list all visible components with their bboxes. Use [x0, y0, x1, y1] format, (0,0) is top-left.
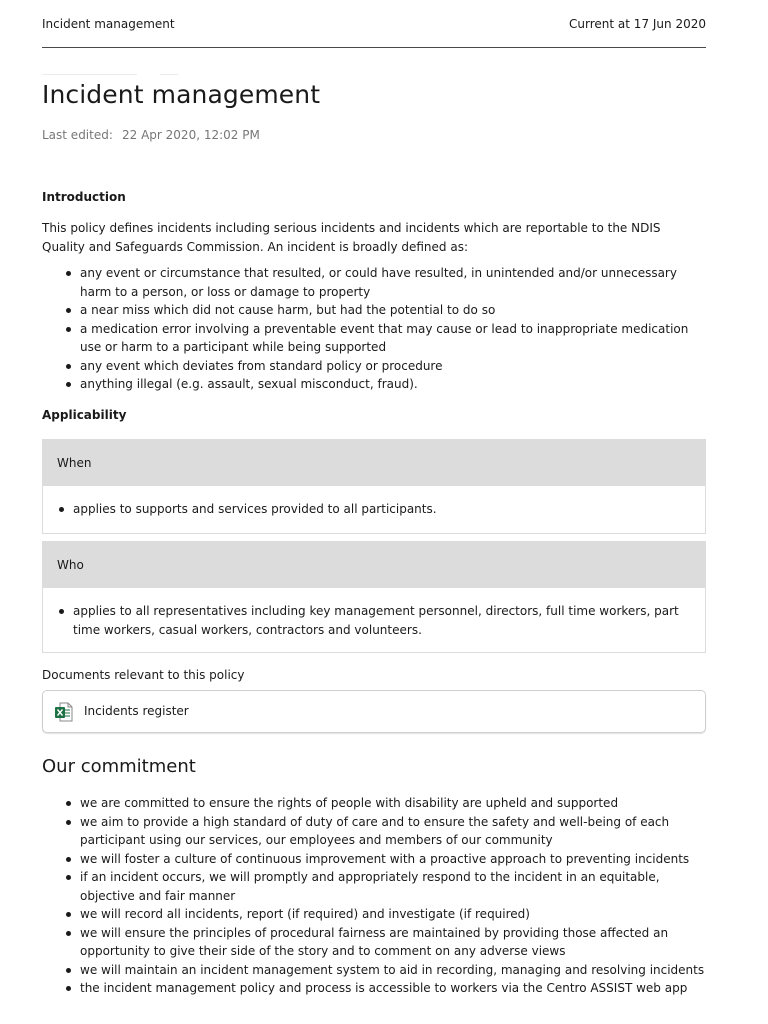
excel-file-icon — [54, 702, 74, 722]
applicability-when-list — [43, 486, 705, 533]
list-item: we will maintain an incident management system to aid in recording, managing and resolving incidents — [80, 961, 706, 980]
list-item: we will ensure the principles of procedural fairness are maintained by providing those affected an opportunity to give their side of the story and to comment on any adverse views — [80, 924, 706, 961]
list-item: a near miss which did not cause harm, but had the potential to do so — [80, 301, 706, 320]
document-link-incidents-register[interactable] — [42, 690, 706, 733]
list-item: we will foster a culture of continuous improvement with a proactive approach to preventing incidents — [80, 850, 706, 869]
list-item: any event or circumstance that resulted, or could have resulted, in unintended and/or unnecessary harm to a person, or loss or damage to property — [80, 264, 706, 301]
introduction-paragraph: This policy defines incidents including serious incidents and incidents which are reportable to the NDIS Quality and Safeguards Commission. An incident is broadly defined as: — [42, 221, 661, 254]
commitment-list — [42, 794, 706, 998]
commitment-heading: Our commitment — [42, 756, 196, 777]
applicability-who-list — [43, 588, 705, 653]
page-title: Incident management — [42, 80, 321, 109]
applicability-when-box — [42, 439, 706, 534]
list-item: if an incident occurs, we will promptly and appropriately respond to the incident in an equitable, objective and fair manner — [80, 868, 706, 905]
list-item: applies to supports and services provided to all participants. — [73, 500, 691, 519]
list-item: the incident management policy and process is accessible to workers via the Centro ASSIST web app — [80, 979, 706, 998]
incident-definition-list — [42, 264, 706, 394]
decorative-rule — [160, 74, 178, 75]
list-item: we aim to provide a high standard of duty of care and to ensure the safety and well-being of each participant using our services, our employees and members of our community — [80, 813, 706, 850]
introduction-heading: Introduction — [42, 190, 126, 204]
list-item: we are committed to ensure the rights of people with disability are upheld and supported — [80, 794, 706, 813]
applicability-when-label: When — [43, 440, 705, 486]
last-edited-label: Last edited: — [42, 128, 113, 142]
applicability-heading: Applicability — [42, 408, 127, 422]
applicability-who-label: Who — [43, 542, 705, 588]
last-edited-value: 22 Apr 2020, 12:02 PM — [122, 128, 260, 142]
header-document-title: Incident management — [42, 17, 175, 31]
list-item: a medication error involving a preventable event that may cause or lead to inappropriate medication use or harm to a participant while being supported — [80, 320, 706, 357]
list-item: any event which deviates from standard policy or procedure — [80, 357, 706, 376]
last-edited — [42, 128, 260, 142]
document-name: Incidents register — [84, 704, 189, 718]
list-item: we will record all incidents, report (if required) and investigate (if required) — [80, 905, 706, 924]
decorative-rule — [42, 74, 137, 75]
list-item: anything illegal (e.g. assault, sexual misconduct, fraud). — [80, 375, 706, 394]
header-current-date: Current at 17 Jun 2020 — [569, 17, 706, 31]
list-item: applies to all representatives including key management personnel, directors, full time workers, part time workers, casual workers, contractors and volunteers. — [73, 602, 691, 639]
running-header — [42, 17, 706, 48]
related-documents-label: Documents relevant to this policy — [42, 668, 245, 682]
applicability-who-box — [42, 541, 706, 653]
